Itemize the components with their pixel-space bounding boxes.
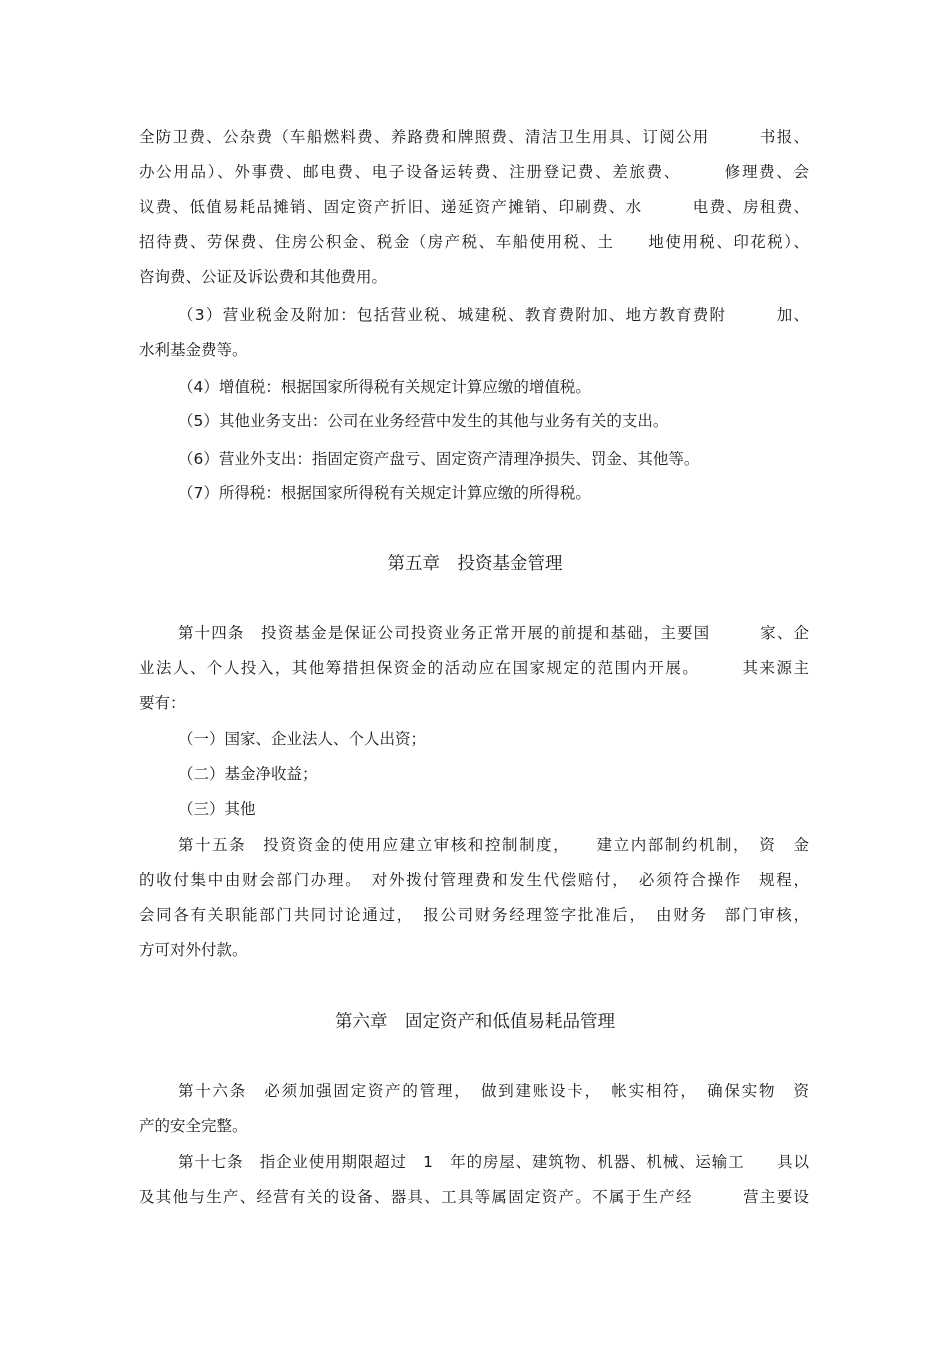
text-line: 水利基金费等。 [139,341,248,359]
text-line: （3）营业税金及附加：包括营业税、城建税、教育费附加、地方教育费附 加、 [178,306,809,324]
text-line: 议费、低值易耗品摊销、固定资产折旧、递延资产摊销、印刷费、水 电费、房租费、 [139,198,809,216]
text-line: 业法人、个人投入，其他筹措担保资金的活动应在国家规定的范围内开展。 其来源主 [139,659,809,677]
item-4-paragraph: （4）增值税：根据国家所得税有关规定计算应缴的增值税。 [178,378,591,396]
text-line: 第十四条 投资基金是保证公司投资业务正常开展的前提和基础，主要国 家、企 [178,624,809,642]
text-line: 第十六条 必须加强固定资产的管理， 做到建账设卡， 帐实相符， 确保实物 资 [178,1082,809,1100]
text-line: 全防卫费、公杂费（车船燃料费、养路费和牌照费、清洁卫生用具、订阅公用 书报、 [139,128,809,146]
text-line: 咨询费、公证及诉讼费和其他费用。 [139,268,388,286]
chapter-6-title: 第六章 固定资产和低值易耗品管理 [335,1012,615,1032]
text-line: 会同各有关职能部门共同讨论通过， 报公司财务经理签字批准后， 由财务 部门审核， [139,906,809,924]
list-item: （三）其他 [178,800,256,818]
chapter-5-title: 第五章 投资基金管理 [387,554,563,574]
text-line: 方可对外付款。 [139,941,248,959]
item-5-paragraph: （5）其他业务支出：公司在业务经营中发生的其他与业务有关的支出。 [178,412,669,430]
text-line: 第十七条 指企业使用期限超过 1 年的房屋、建筑物、机器、机械、运输工 具以 [178,1153,809,1171]
text-line: 及其他与生产、经营有关的设备、器具、工具等属固定资产。不属于生产经 营主要设 [139,1188,809,1206]
text-line: 第十五条 投资资金的使用应建立审核和控制制度， 建立内部制约机制， 资 金 [178,836,809,854]
item-6-paragraph: （6）营业外支出：指固定资产盘亏、固定资产清理净损失、罚金、其他等。 [178,450,700,468]
text-line: 招待费、劳保费、住房公积金、税金（房产税、车船使用税、土 地使用税、印花税）、 [139,233,809,251]
text-line: 的收付集中由财会部门办理。 对外拨付管理费和发生代偿赔付， 必须符合操作 规程， [139,871,809,889]
text-line: 产的安全完整。 [139,1117,248,1135]
list-item: （一）国家、企业法人、个人出资； [178,730,427,748]
text-line: 办公用品）、外事费、邮电费、电子设备运转费、注册登记费、差旅费、 修理费、会 [139,163,809,181]
item-7-paragraph: （7）所得税：根据国家所得税有关规定计算应缴的所得税。 [178,484,591,502]
list-item: （二）基金净收益； [178,765,318,783]
text-line: 要有： [139,694,186,712]
